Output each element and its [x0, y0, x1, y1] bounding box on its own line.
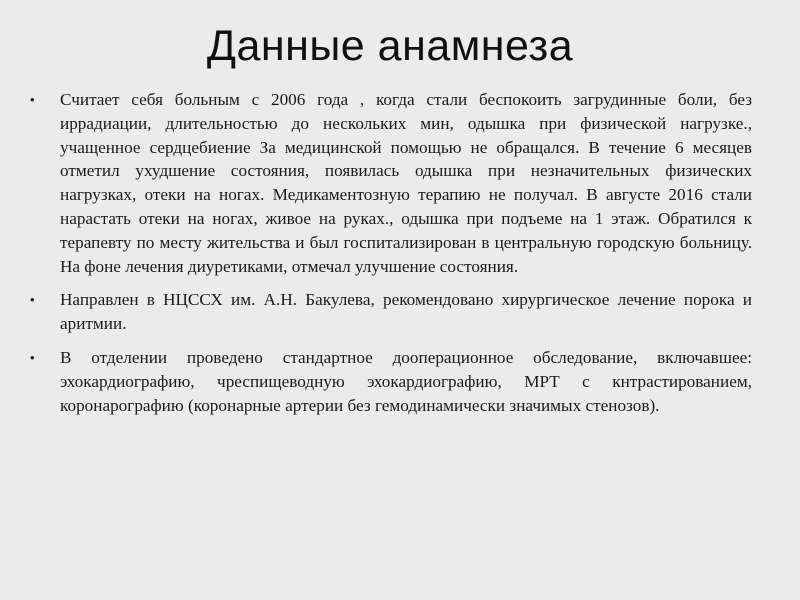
bullet-marker: •: [30, 292, 35, 308]
bullet-item-history: [30, 88, 752, 278]
bullet-marker: •: [30, 349, 35, 365]
bullet-list: [30, 88, 752, 427]
bullet-item-referral: [30, 288, 752, 336]
bullet-marker: •: [30, 92, 35, 107]
slide-title: Данные анамнеза: [206, 22, 574, 70]
bullet-text: Направлен в НЦССХ им. А.Н. Бакулева, рекомендовано хирургическое лечение порока и аритмии.: [60, 290, 752, 334]
bullet-text: В отделении проведено стандартное дооперационное обследование, включавшее: эхокардиографию, чреспищеводную эхокардиографию, МРТ с кнтрастированием, коронарографию (коронарные артерии без гемодинамически значимых стенозов).: [60, 347, 752, 415]
bullet-text: Считает себя больным с 2006 года , когда стали беспокоить загрудинные боли, без иррадиации, длительностью до нескольких мин, одышка при физической нагрузке., учащенное сердцебиение За медицинской помощью не обращался. В течение 6 месяцев отметил ухудшение состояния, появилась одышка при незначительных физических нагрузках, отеки на ногах. Медикаментозную терапию не получал. В августе 2016 стали нарастать отеки на ногах, живое на руках., одышка при подъеме на 1 этаж. Обратился к терапевту по месту жительства и был госпитализирован в центральную городскую больницу. На фоне лечения диуретиками, отмечал улучшение состояния.: [60, 90, 752, 276]
bullet-item-examination: [30, 346, 752, 417]
